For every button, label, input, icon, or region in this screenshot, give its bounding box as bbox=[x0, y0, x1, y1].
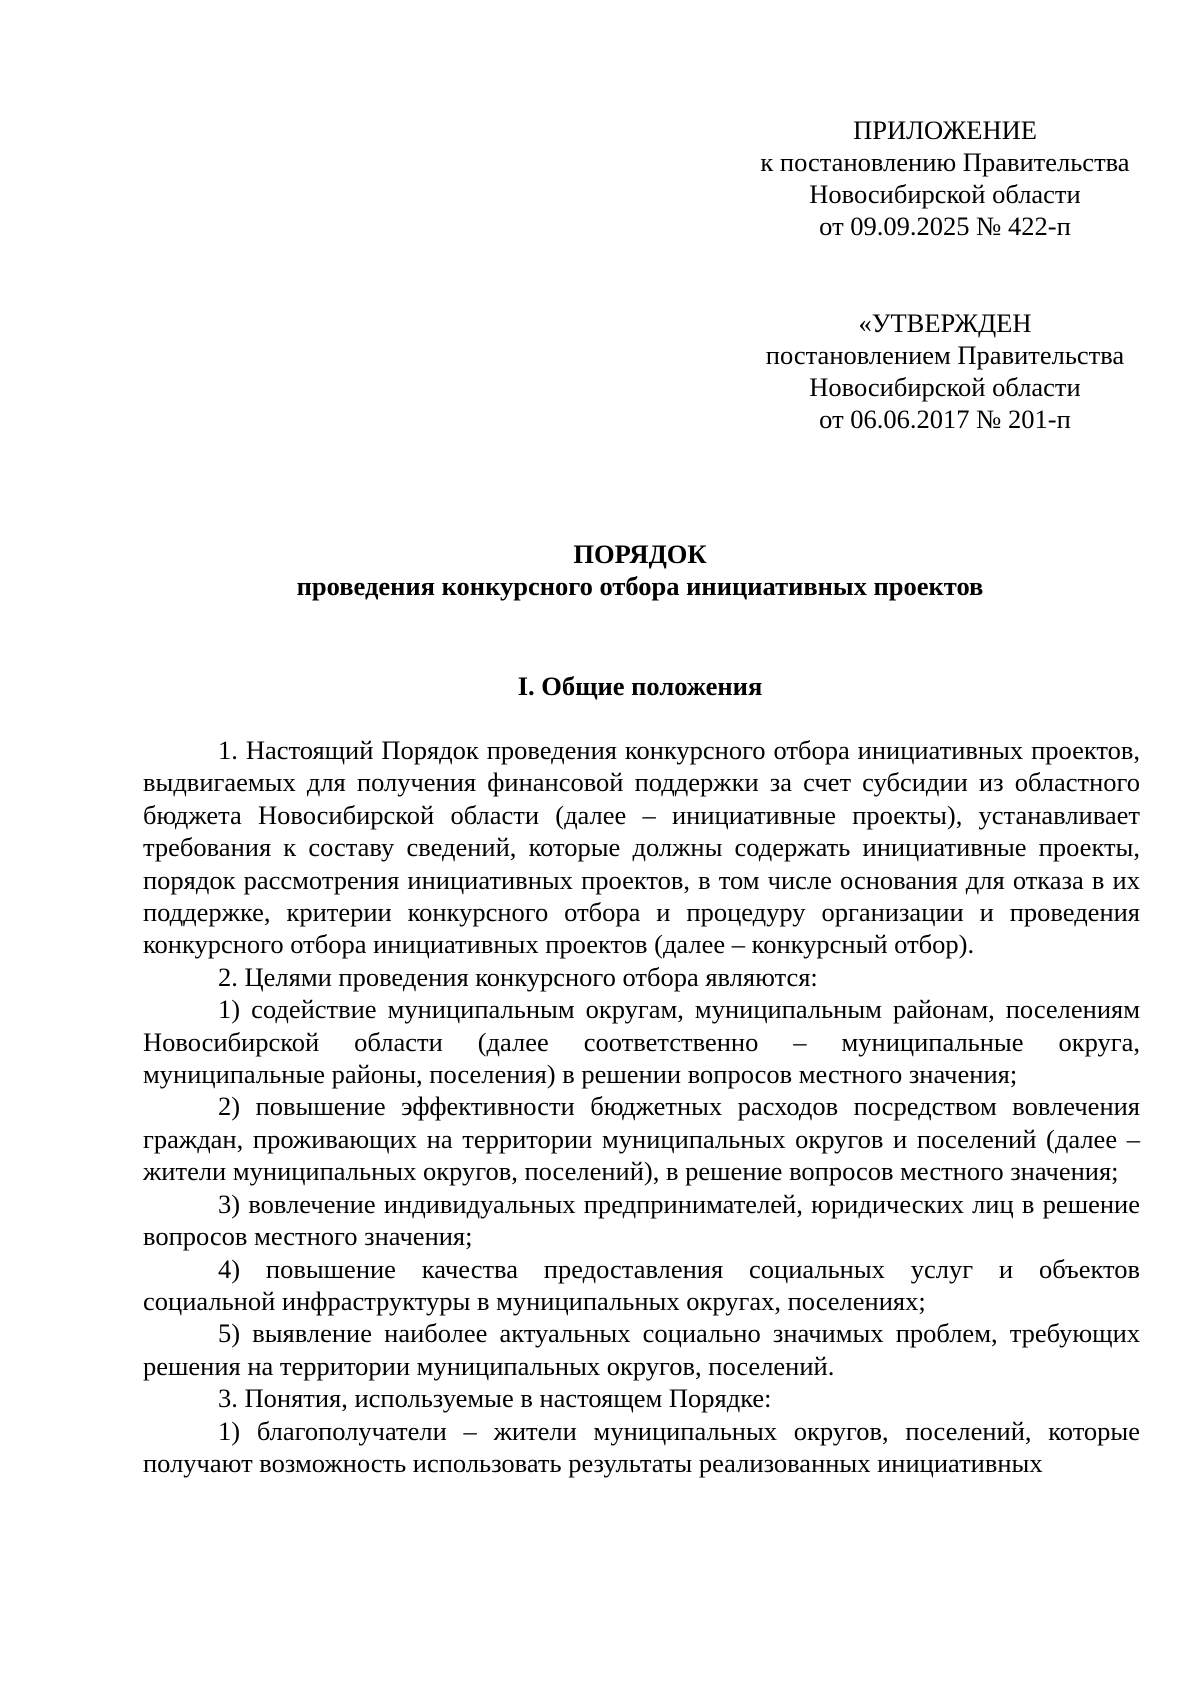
paragraph: 4) повышение качества предоставления социальных услуг и объектов социальной инфраструктуры в муниципальных округах, поселениях; bbox=[143, 1253, 1140, 1316]
appendix-reference: к постановлению Правительства bbox=[760, 147, 1130, 177]
approval-header bbox=[745, 307, 1145, 435]
document-subtitle: проведения конкурсного отбора инициативных проектов bbox=[296, 571, 984, 601]
paragraph: 5) выявление наиболее актуальных социально значимых проблем, требующих решения на территории муниципальных округов, поселений. bbox=[143, 1318, 1140, 1381]
paragraph: 1) содействие муниципальным округам, муниципальным районам, поселениям Новосибирской области (далее соответственно – муниципальные округа, муниципальные районы, поселения) в решении вопросов местного значения; bbox=[143, 994, 1140, 1090]
document-title-block bbox=[140, 538, 1140, 602]
approval-label: «УТВЕРЖДЕН bbox=[858, 308, 1032, 338]
appendix-header bbox=[745, 114, 1145, 242]
appendix-label: ПРИЛОЖЕНИЕ bbox=[853, 115, 1037, 145]
paragraph: 1) благополучатели – жители муниципальных округов, поселений, которые получают возможность использовать результаты реализованных инициативных bbox=[143, 1415, 1140, 1478]
approval-region: Новосибирской области bbox=[809, 372, 1081, 402]
paragraph: 3. Понятия, используемые в настоящем Порядке: bbox=[218, 1383, 772, 1414]
paragraph: 2) повышение эффективности бюджетных расходов посредством вовлечения граждан, проживающих на территории муниципальных округов и поселений (далее – жители муниципальных округов, поселений), в решение вопросов местного значения; bbox=[143, 1091, 1140, 1187]
section-heading bbox=[140, 670, 1140, 702]
paragraph: 2. Целями проведения конкурсного отбора являются: bbox=[218, 961, 818, 992]
document-title: ПОРЯДОК bbox=[573, 539, 707, 569]
appendix-region: Новосибирской области bbox=[809, 179, 1081, 209]
appendix-date-number: от 09.09.2025 № 422-п bbox=[819, 211, 1071, 241]
section-title: I. Общие положения bbox=[517, 671, 763, 701]
paragraph: 3) вовлечение индивидуальных предпринимателей, юридических лиц в решение вопросов местного значения; bbox=[143, 1188, 1140, 1252]
paragraph: 1. Настоящий Порядок проведения конкурсного отбора инициативных проектов, выдвигаемых для получения финансовой поддержки за счет субсидии из областного бюджета Новосибирской области (далее – инициативные проекты), устанавливает требования к составу сведений, которые должны содержать инициативные проекты, порядок рассмотрения инициативных проектов, в том числе основания для отказа в их поддержке, критерии конкурсного отбора и процедуру организации и проведения конкурсного отбора инициативных проектов (далее – конкурсный отбор). bbox=[143, 735, 1140, 960]
approval-date-number: от 06.06.2017 № 201-п bbox=[819, 404, 1071, 434]
document-body bbox=[143, 734, 1140, 1479]
approval-reference: постановлением Правительства bbox=[765, 340, 1125, 370]
